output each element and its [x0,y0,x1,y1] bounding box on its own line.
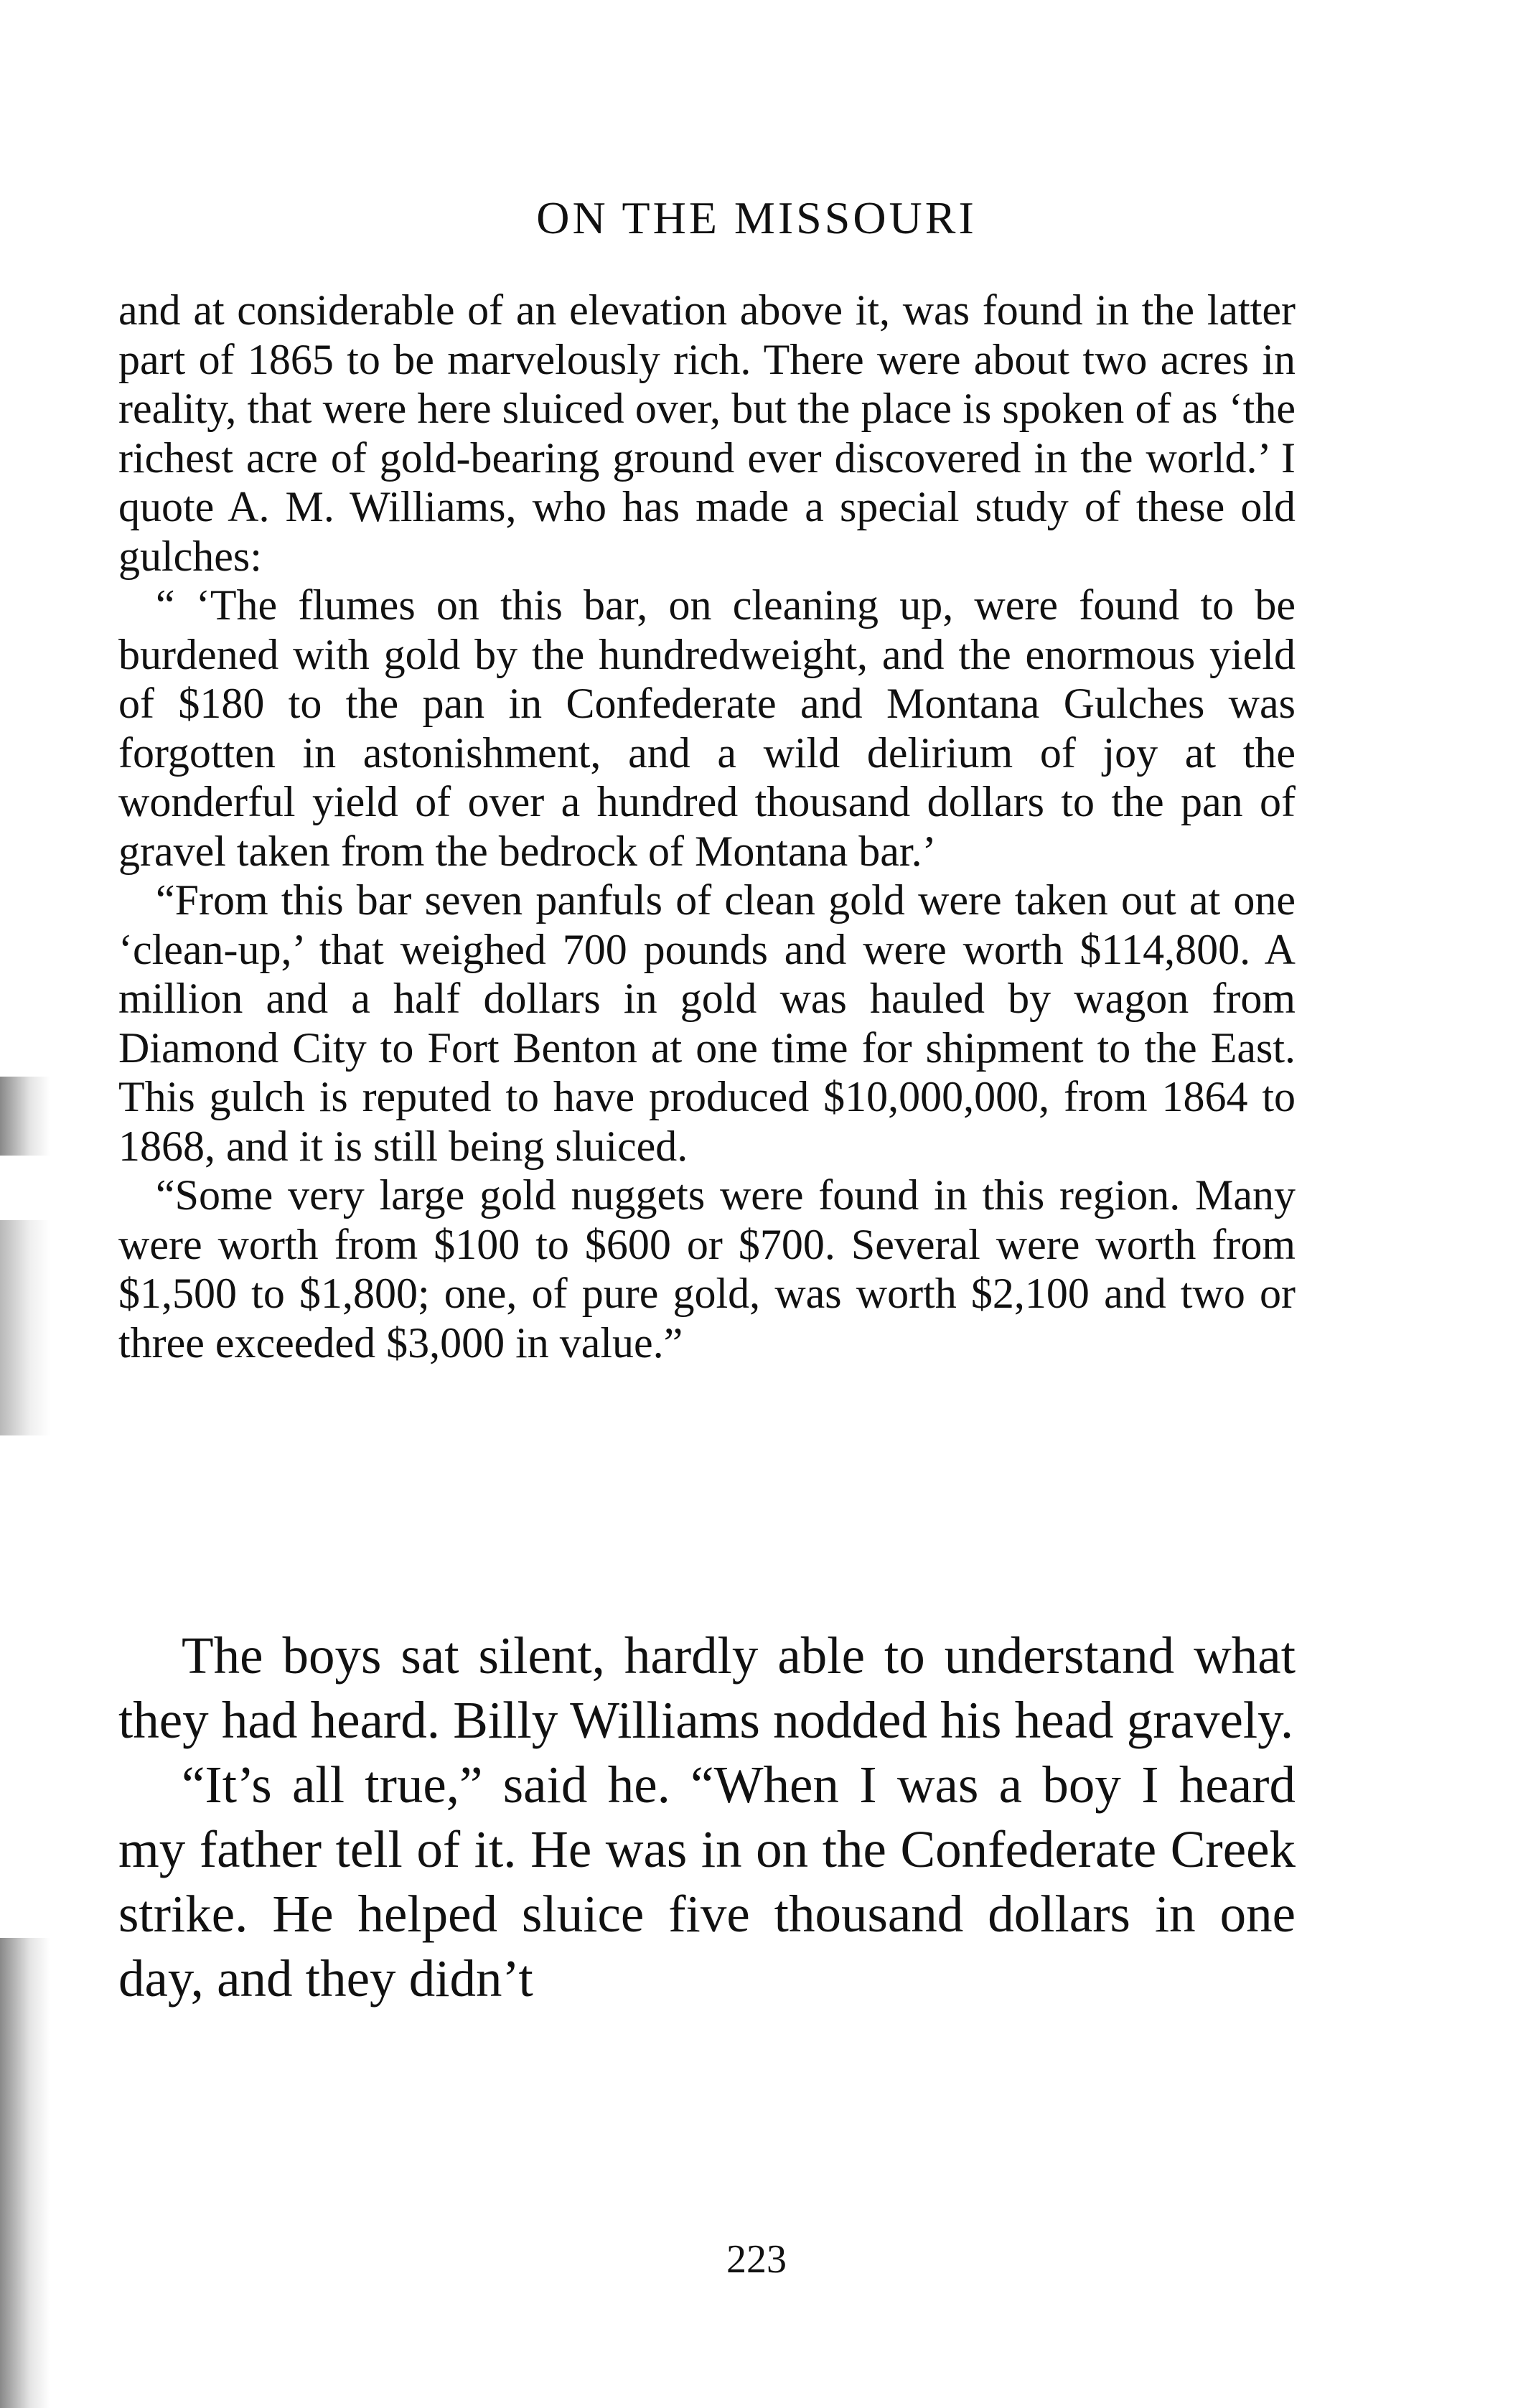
narrative-text [118,1624,1296,2011]
running-title: ON THE MISSOURI [536,192,977,243]
narrative-paragraph: The boys sat silent, hardly able to understand what they had heard. Billy Williams nodded his head gravely. [118,1626,1296,1749]
quote-paragraph: and at considerable of an elevation above it, was found in the latter part of 1865 to be marvelously rich. There were about two acres in reality, that were here sluiced over, but the place is spoken of as ‘the richest acre of gold-bearing ground ever discovered in the world.’ I quote A. M. Williams, who has made a special study of these old gulches: [118,286,1296,580]
narrative-paragraph: “It’s all true,” said he. “When I was a boy I heard my father tell of it. He was in on the Confederate Creek strike. He helped sluice five thousand dollars in one day, and they didn’t [118,1756,1296,2008]
quote-paragraph: “ ‘The flumes on this bar, on cleaning up, were found to be burdened with gold by the hundredweight, and the enormous yield of $180 to the pan in Confederate and Montana Gulches was forgotten in astonishment, and a wild delirium of joy at the wonderful yield of over a hundred thousand dollars to the pan of gravel taken from the bedrock of Montana bar.’ [118,581,1296,875]
binding-shadow [0,1938,50,2408]
quote-paragraph: “Some very large gold nuggets were found in this region. Many were worth from $100 to $600 or $700. Several were worth from $1,500 to $1,800; one, of pure gold, was worth $2,100 and two or three exceeded $3,000 in value.” [118,1171,1296,1367]
binding-shadow [0,1077,50,1156]
page-number: 223 [726,2237,787,2282]
quoted-passage [118,286,1296,1367]
quote-paragraph: “From this bar seven panfuls of clean gold were taken out at one ‘clean-up,’ that weighed 700 pounds and were worth $114,800. A million and a half dollars in gold was hauled by wagon from Diamond City to Fort Benton at one time for shipment to the East. This gulch is reputed to have produced $10,000,000, from 1864 to 1868, and it is still being sluiced. [118,876,1296,1170]
binding-shadow [0,1220,50,1435]
